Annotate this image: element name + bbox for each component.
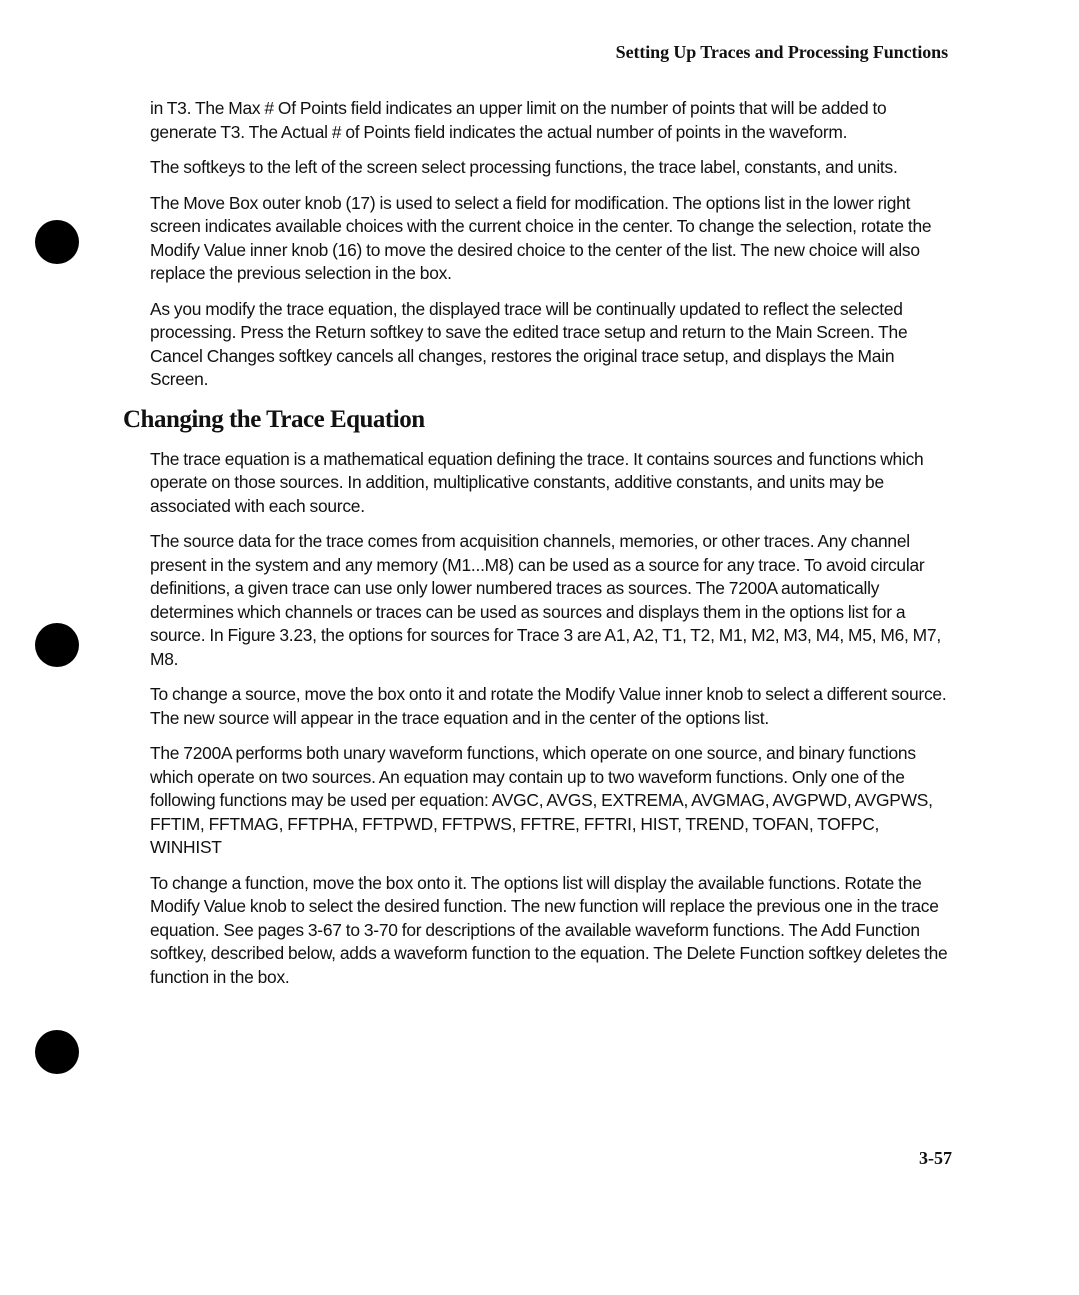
page-number: 3-57 [919,1148,952,1168]
section-heading: Changing the Trace Equation [123,405,425,433]
paragraph-intro-2: The softkeys to the left of the screen select processing functions, the trace label, constants, and units. [150,157,898,177]
binder-hole-middle [35,623,79,667]
paragraph-section-4: The 7200A performs both unary waveform functions, which operate on one source, and binary functions which operate on two sources. An equation may contain up to two waveform functions. Only one of the following functions may be used per equation: AVGC, AVGS, EXTREMA, AVGMAG, AVGPWD, AVGPWS, FFTIM, FFTMAG, FFTPHA, FFTPWD, FFTPWS, FFTRE, FFTRI, HIST, TREND, TOFAN, TOFPC, WINHIST [150,743,933,857]
binder-hole-bottom [35,1030,79,1074]
paragraph-section-3: To change a source, move the box onto it and rotate the Modify Value inner knob to select a different source. The new source will appear in the trace equation and in the center of the options list. [150,684,947,728]
paragraph-intro-4: As you modify the trace equation, the displayed trace will be continually updated to reflect the selected processing. Press the Return softkey to save the edited trace setup and return to the Main Screen. The Cancel Changes softkey cancels all changes, restores the original trace setup, and displays the Main Screen. [150,298,908,389]
paragraph-section-1: The trace equation is a mathematical equation defining the trace. It contains sources and functions which operate on those sources. In addition, multiplicative constants, additive constants, and units may be associated with each source. [150,448,924,516]
binder-hole-top [35,220,79,264]
paragraph-intro-3: The Move Box outer knob (17) is used to select a field for modification. The options list in the lower right screen indicates available choices with the current choice in the center. To change the selection, rotate the Modify Value inner knob (16) to move the desired choice to the center of the list. The new choice will also replace the previous selection in the box. [150,192,932,283]
running-header: Setting Up Traces and Processing Functions [615,42,948,62]
page-body [123,97,950,1001]
paragraph-section-5: To change a function, move the box onto it. The options list will display the available functions. Rotate the Modify Value knob to select the desired function. The new function will replace the previous one in the trace equation. See pages 3-67 to 3-70 for descriptions of the available waveform functions. The Add Function softkey, described below, adds a waveform function to the equation. The Delete Function softkey deletes the function in the box. [150,872,948,987]
paragraph-intro-1: in T3. The Max # Of Points field indicates an upper limit on the number of points that will be added to generate T3. The Actual # of Points field indicates the actual number of points in the waveform. [150,98,887,142]
paragraph-section-2: The source data for the trace comes from acquisition channels, memories, or other traces. Any channel present in the system and any memory (M1...M8) can be used as a source for any trace. To avoid circular definitions, a given trace can use only lower numbered traces as sources. The 7200A automatically determines which channels or traces can be used as sources and displays them in the options list for a source. In Figure 3.23, the options for sources for Trace 3 are A1, A2, T1, T2, M1, M2, M3, M4, M5, M6, M7, M8. [150,531,941,669]
